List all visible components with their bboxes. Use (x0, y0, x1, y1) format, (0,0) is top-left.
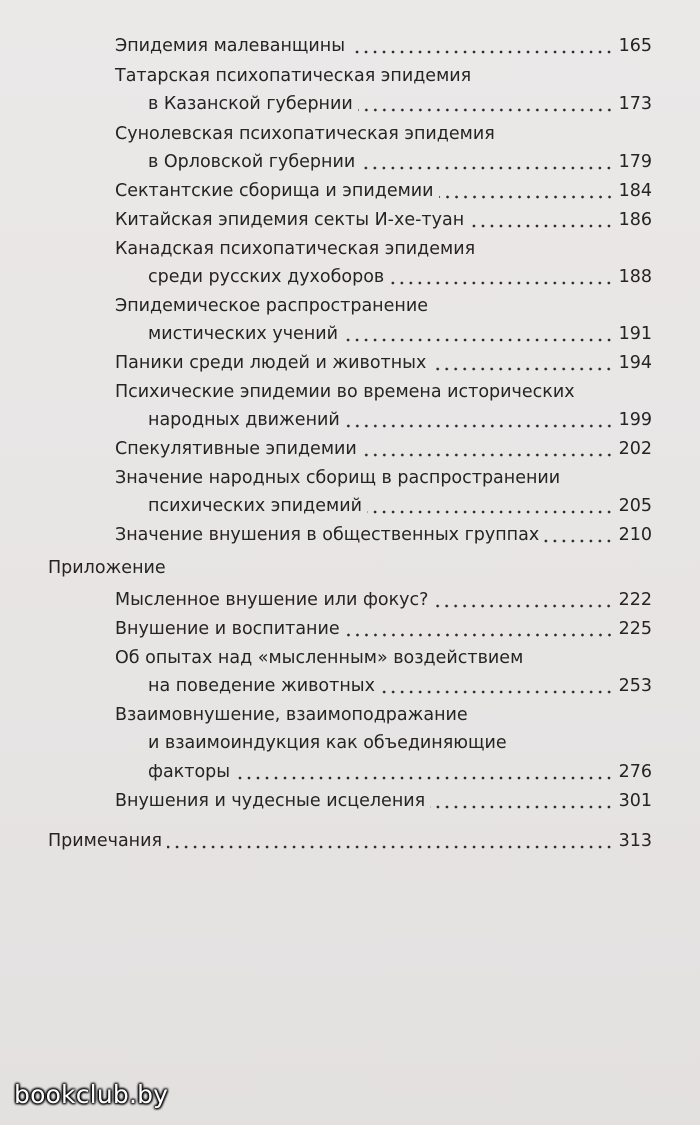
toc-entry (148, 494, 652, 520)
dot-leader (367, 510, 614, 514)
toc-page-number: 225 (618, 619, 652, 639)
dot-leader (235, 776, 614, 780)
toc-entry (148, 265, 652, 291)
toc-entry-title-continued: психических эпидемий (148, 496, 362, 516)
toc-entry (115, 34, 652, 60)
toc-entry-title: Спекулятивные эпидемии (115, 439, 357, 459)
toc-entry-title: Эпидемическое распространение (115, 296, 428, 316)
toc-entry-title-continued: среди русских духоборов (148, 267, 385, 287)
toc-entry (148, 674, 652, 700)
toc-entry-title: Психические эпидемии во времена исторических (115, 382, 575, 402)
dot-leader (358, 108, 614, 112)
toc-page-number: 186 (618, 210, 652, 230)
dot-leader (380, 690, 614, 694)
toc-entry-title-continued: народных движений (148, 410, 340, 430)
toc-entry-title-continued: и взаимоиндукция как объединяющие (148, 733, 507, 753)
dot-leader (430, 805, 613, 809)
toc-page-number: 253 (618, 676, 652, 696)
toc-entry-title: Значение внушения в общественных группах (115, 525, 540, 545)
toc-entry-title: Татарская психопатическая эпидемия (115, 66, 472, 86)
toc-entry (148, 322, 652, 348)
toc-page-number: 205 (618, 496, 652, 516)
toc-page-number: 313 (618, 831, 652, 851)
toc-entry-title-continued: в Казанской губернии (148, 94, 353, 114)
toc-entry (148, 150, 652, 176)
toc-entry-title: Значение народных сборищ в распространении (115, 468, 561, 488)
toc-entry (115, 617, 652, 643)
toc-entry (148, 408, 652, 434)
dot-leader (433, 604, 613, 608)
toc-entry-title: Об опытах над «мысленным» воздействием (115, 648, 524, 668)
dot-leader (431, 367, 613, 371)
toc-page-number: 301 (618, 791, 652, 811)
toc-page-number: 179 (618, 152, 652, 172)
dot-leader (544, 539, 613, 543)
dot-leader (469, 224, 613, 228)
toc-entry (115, 351, 652, 377)
toc-entry (115, 437, 652, 463)
toc-entry-title: Внушение и воспитание (115, 619, 340, 639)
toc-entry-title: Внушения и чудесные исцеления (115, 791, 426, 811)
toc-entry-title-continued: в Орловской губернии (148, 152, 356, 172)
dot-leader (360, 166, 613, 170)
dot-leader (343, 338, 614, 342)
watermark-text: bookclub.by (14, 1080, 169, 1109)
toc-entry-title: Сунолевская психопатическая эпидемия (115, 124, 495, 144)
dot-leader (345, 633, 614, 637)
toc-page-number: 188 (618, 267, 652, 287)
toc-page-number: 191 (618, 324, 652, 344)
dot-leader (362, 453, 614, 457)
toc-entry (115, 179, 652, 205)
toc-entry-title: Сектантские сборища и эпидемии (115, 181, 434, 201)
toc-page-number: 276 (618, 762, 652, 782)
toc-entry-title-continued: на поведение животных (148, 676, 375, 696)
toc-entry (115, 588, 652, 614)
toc-page-number: 184 (618, 181, 652, 201)
toc-entry-title: Взаимовнушение, взаимоподражание (115, 705, 468, 725)
toc-entry (48, 829, 652, 855)
dot-leader (350, 50, 614, 54)
toc-page-number: 173 (618, 94, 652, 114)
toc-page-number: 202 (618, 439, 652, 459)
dot-leader (389, 281, 613, 285)
toc-entry-title-continued: факторы (148, 762, 231, 782)
dot-leader (439, 195, 614, 199)
toc-entry-title: Паники среди людей и животных (115, 353, 427, 373)
toc-entry-title: Канадская психопатическая эпидемия (115, 239, 476, 259)
toc-entry (115, 523, 652, 549)
toc-page-number: 165 (618, 36, 652, 56)
toc-entry (148, 92, 652, 118)
notes-heading: Примечания (48, 831, 163, 851)
toc-entry-title-continued: мистических учений (148, 324, 339, 344)
dot-leader (167, 845, 614, 849)
toc-page-number: 194 (618, 353, 652, 373)
dot-leader (345, 424, 614, 428)
toc-entry (115, 208, 652, 234)
appendix-heading: Приложение (48, 558, 166, 578)
toc-page-number: 210 (618, 525, 652, 545)
toc-entry (115, 789, 652, 815)
toc-page-number: 199 (618, 410, 652, 430)
toc-entry-title: Китайская эпидемия секты И-хе-туан (115, 210, 465, 230)
toc-page-number: 222 (618, 590, 652, 610)
toc-entry-title: Эпидемия малеванщины (115, 36, 346, 56)
toc-entry-title: Мысленное внушение или фокус? (115, 590, 429, 610)
toc-entry (148, 760, 652, 786)
